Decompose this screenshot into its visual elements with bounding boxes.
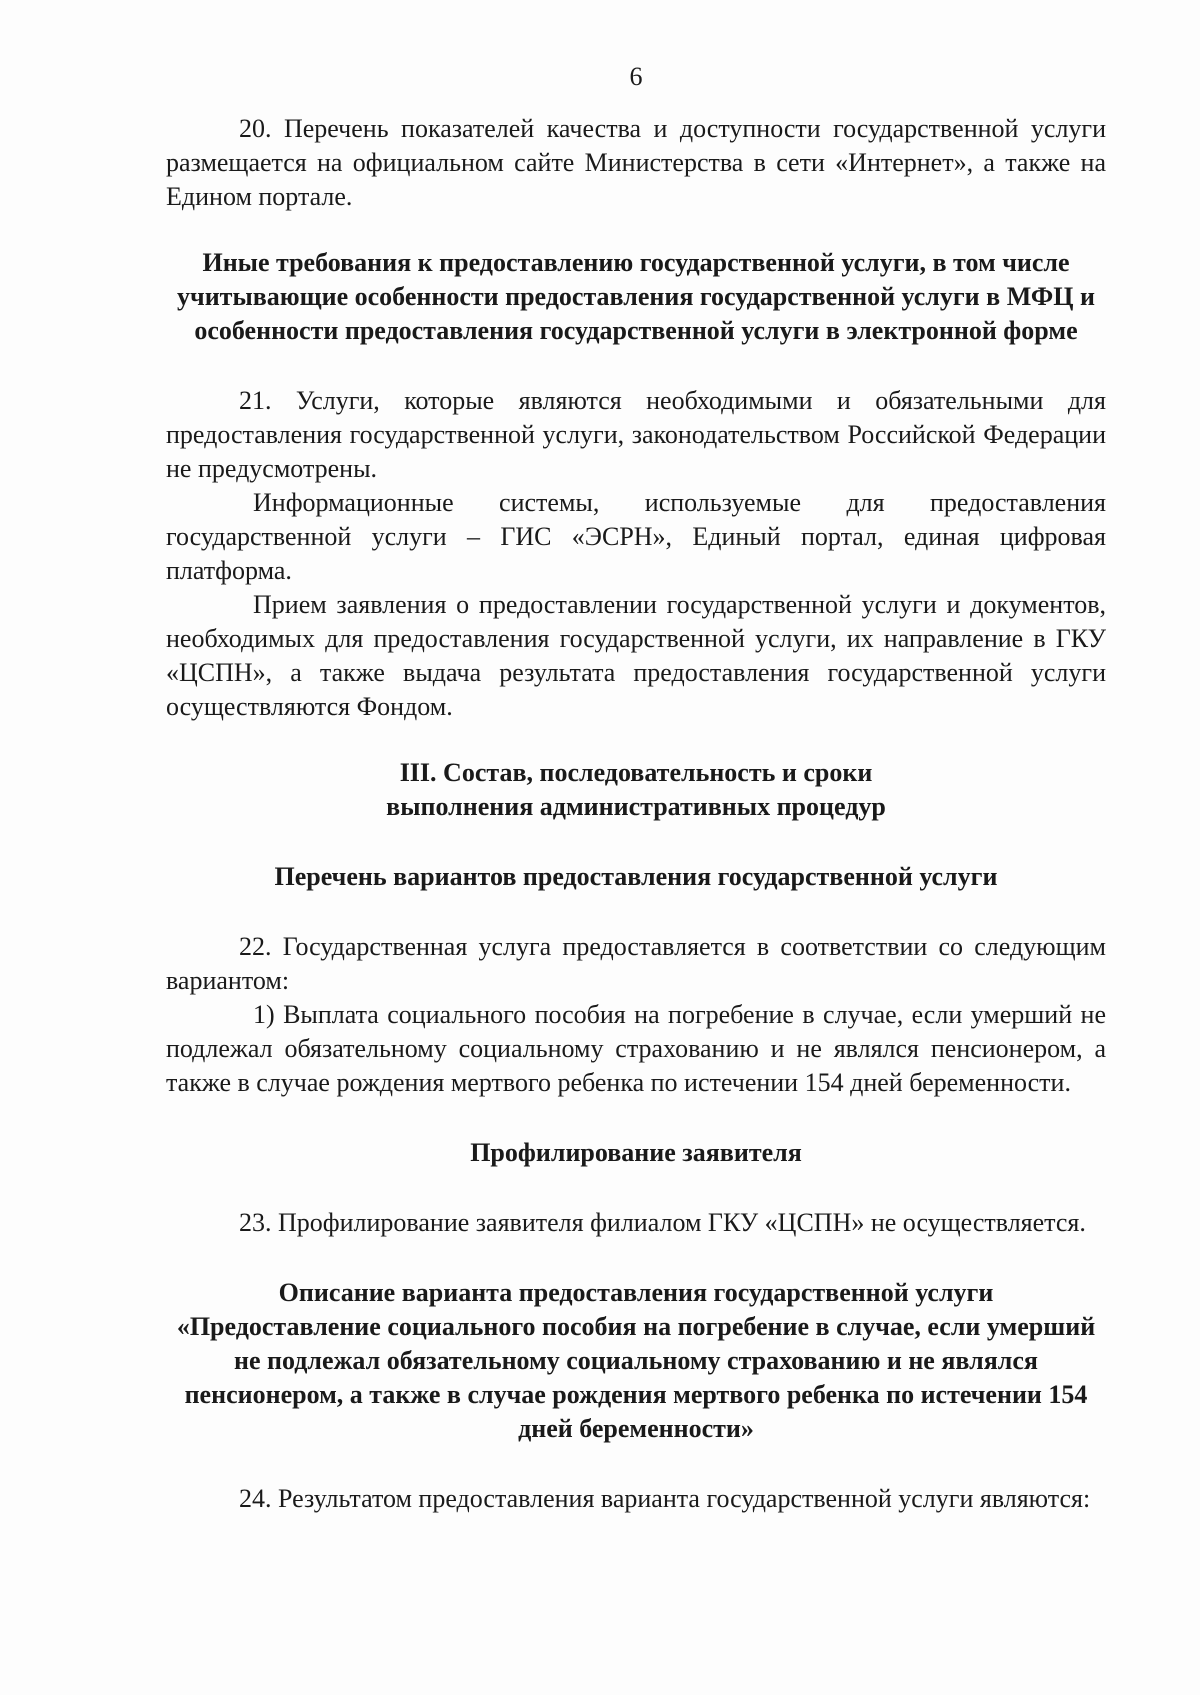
page-content	[166, 60, 1106, 1516]
heading-section-3-line-1: III. Состав, последовательность и сроки	[399, 758, 873, 787]
paragraph-21-info-systems: Информационные системы, используемые для предоставления государственной услуги – ГИС «ЭСРН», Единый портал, единая цифровая платформа.	[166, 488, 1106, 585]
paragraph-21: 21. Услуги, которые являются необходимыми и обязательными для предоставления государственной услуги, законодательством Российской Федерации не предусмотрены.	[166, 386, 1106, 483]
heading-other-requirements: Иные требования к предоставлению государственной услуги, в том числе учитывающие особенности предоставления государственной услуги в МФЦ и особенности предоставления государственной услуги в электронной форме	[177, 248, 1095, 345]
heading-variant-description: Описание варианта предоставления государственной услуги «Предоставление социального пособия на погребение в случае, если умерший не подлежал обязательному социальному страхованию и не являлся пенсионером, а также в случае рождения мертвого ребенка по истечении 154 дней беременности»	[176, 1278, 1096, 1443]
paragraph-22: 22. Государственная услуга предоставляется в соответствии со следующим вариантом:	[166, 932, 1106, 995]
paragraph-20: 20. Перечень показателей качества и доступности государственной услуги размещается на официальном сайте Министерства в сети «Интернет», а также на Едином портале.	[166, 114, 1106, 211]
page-number: 6	[629, 62, 643, 91]
paragraph-22-item-1: 1) Выплата социального пособия на погребение в случае, если умерший не подлежал обязательному социальному страхованию и не являлся пенсионером, а также в случае рождения мертвого ребенка по истечении 154 дней беременности.	[166, 1000, 1106, 1097]
paragraph-21-reception: Прием заявления о предоставлении государственной услуги и документов, необходимых для предоставления государственной услуги, их направление в ГКУ «ЦСПН», а также выдача результата предоставления государственной услуги осуществляются Фондом.	[166, 590, 1106, 721]
paragraph-24: 24. Результатом предоставления варианта государственной услуги являются:	[239, 1484, 1091, 1513]
heading-profiling: Профилирование заявителя	[470, 1138, 802, 1167]
heading-variants-list: Перечень вариантов предоставления государственной услуги	[274, 862, 998, 891]
heading-section-3-line-2: выполнения административных процедур	[386, 792, 886, 821]
paragraph-23: 23. Профилирование заявителя филиалом ГКУ «ЦСПН» не осуществляется.	[239, 1208, 1086, 1237]
